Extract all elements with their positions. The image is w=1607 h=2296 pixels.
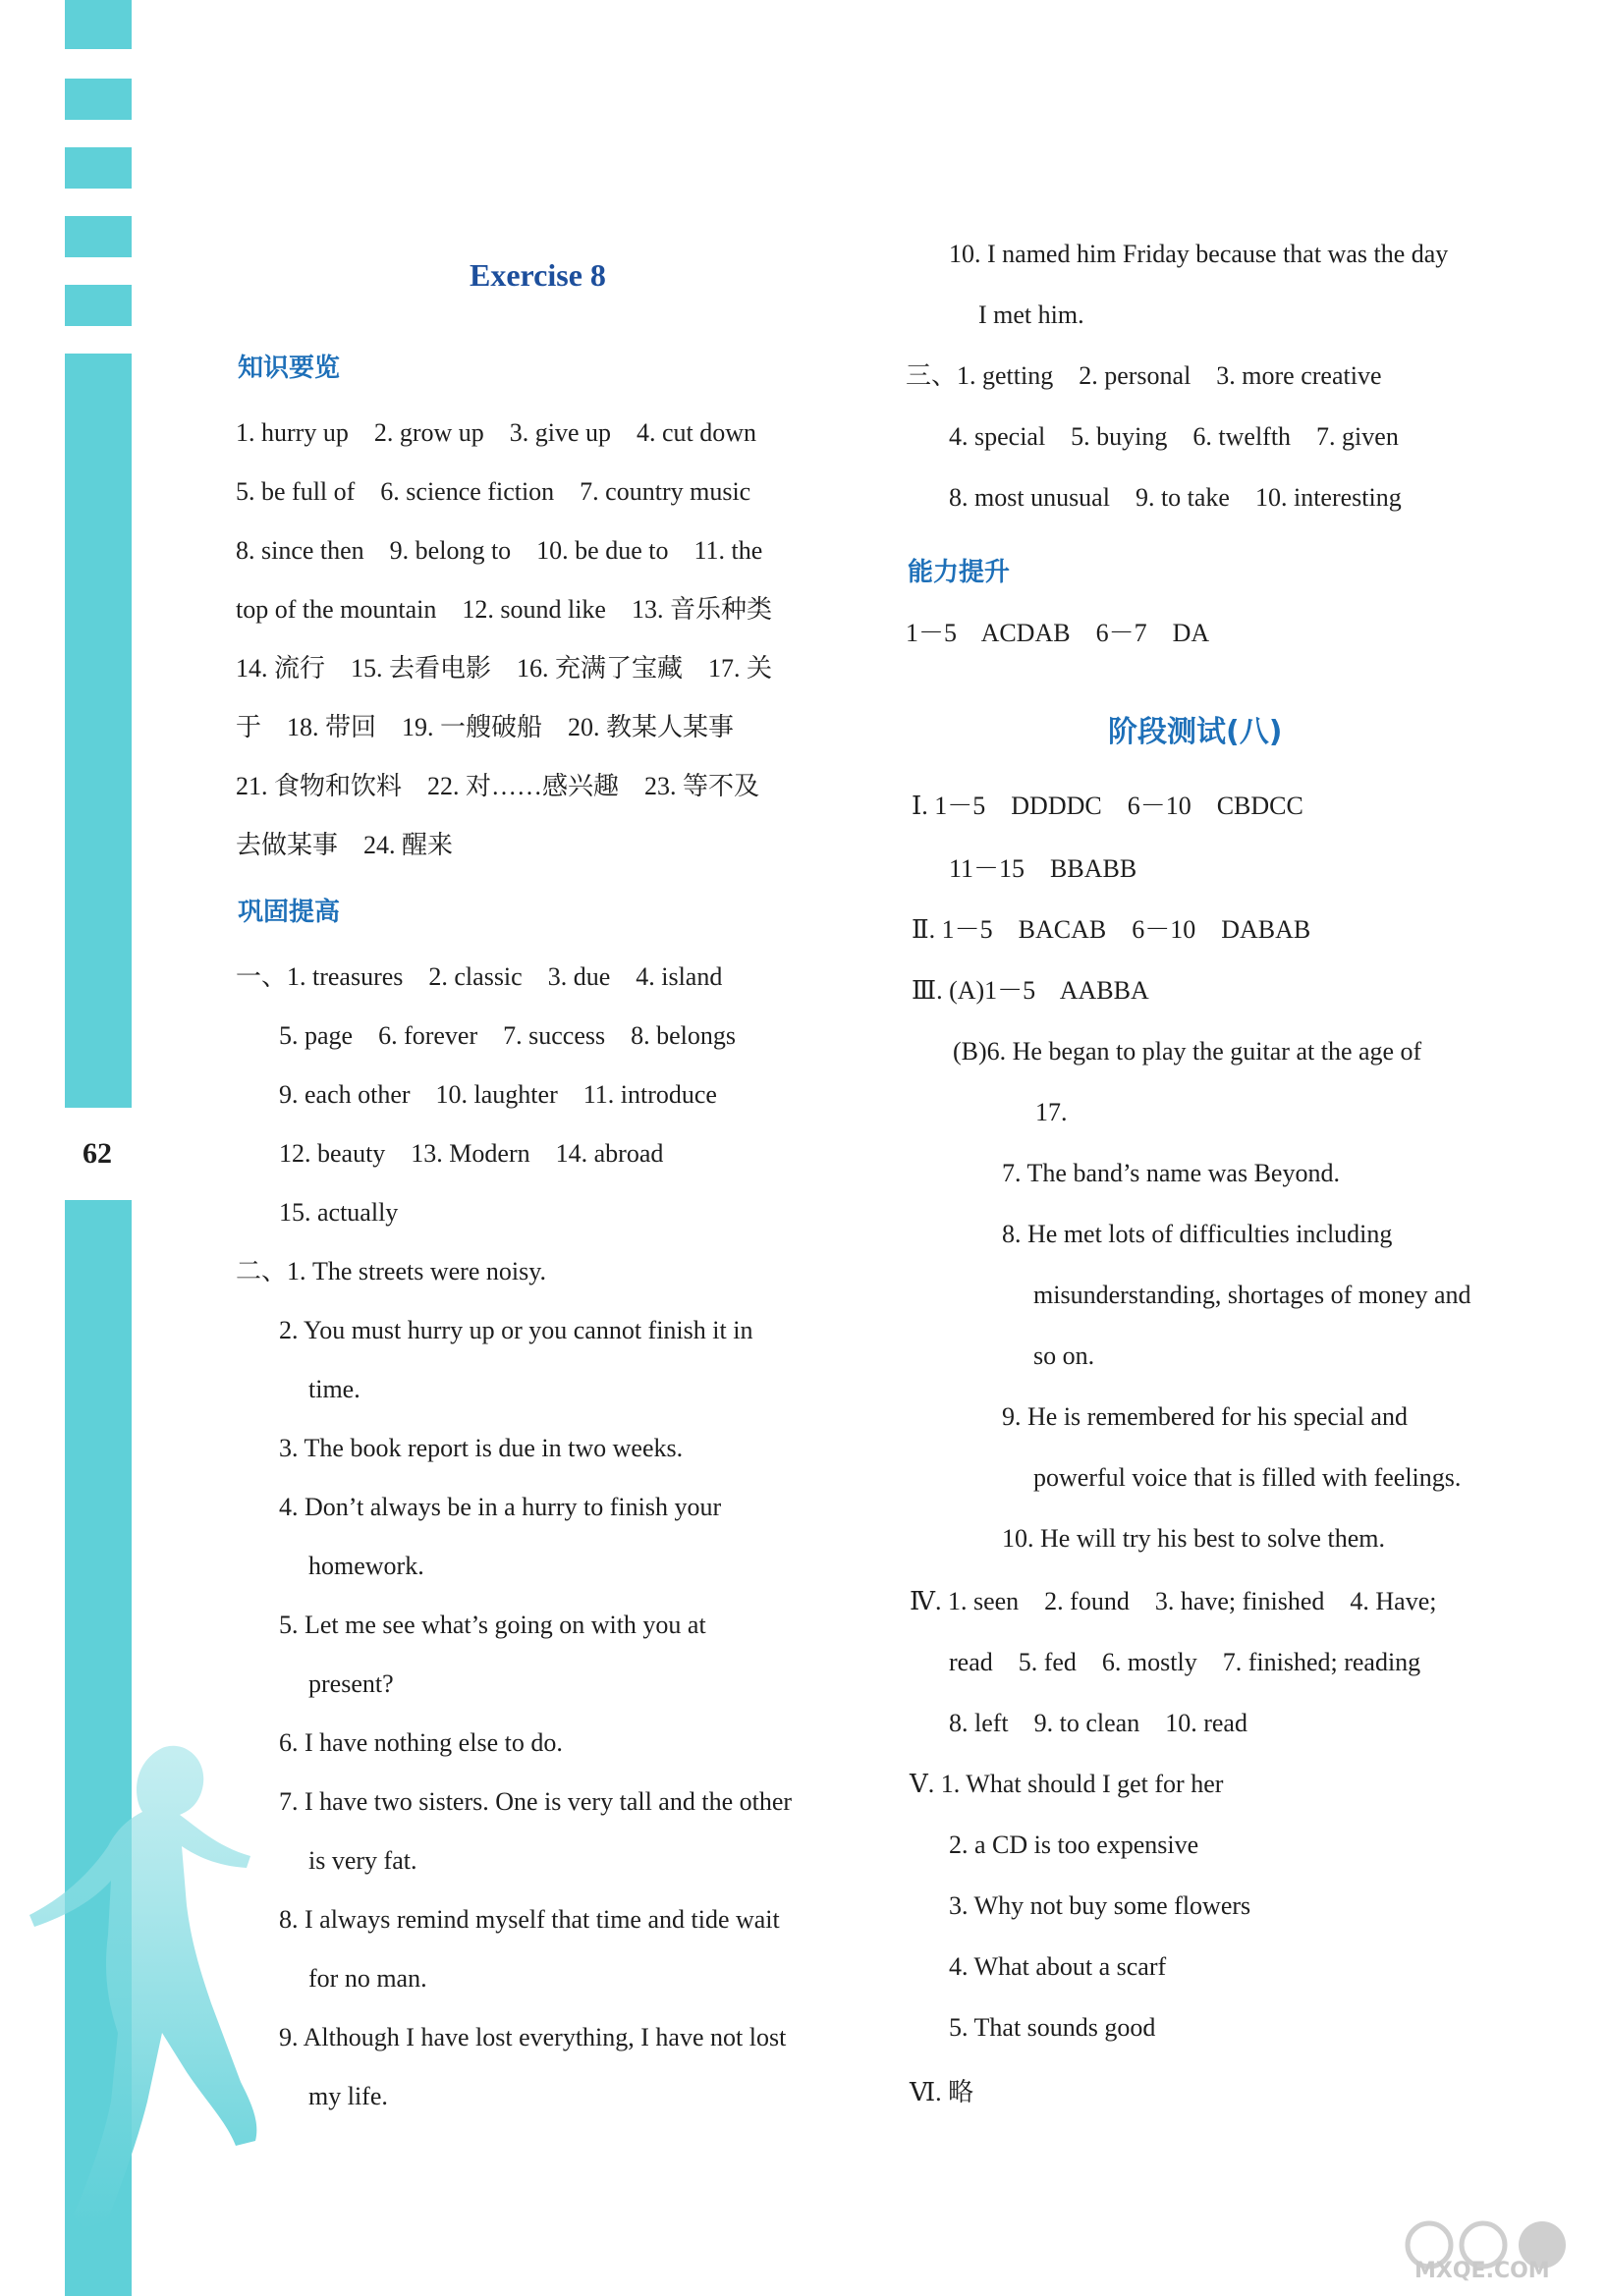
answer-line: 17. [1035, 1098, 1068, 1126]
section-heading-ability: 能力提升 [908, 558, 1011, 587]
answer-line: 9. each other 10. laughter 11. introduce [279, 1080, 717, 1109]
answer-line: 8. I always remind myself that time and tide wait [279, 1905, 780, 1934]
answer-line: present? [308, 1669, 394, 1698]
knowledge-line: 5. be full of 6. science fiction 7. country music [236, 477, 751, 506]
answer-line: time. [308, 1375, 360, 1403]
answer-line: 12. beauty 13. Modern 14. abroad [279, 1139, 664, 1168]
answer-line: 2. You must hurry up or you cannot finish it in [279, 1316, 753, 1344]
watermark-text: MXQE.COM [1414, 2259, 1550, 2283]
answer-line: 8. left 9. to clean 10. read [949, 1709, 1247, 1737]
page-number: 62 [83, 1137, 112, 1170]
answer-line: 三、1. getting 2. personal 3. more creative [906, 361, 1382, 390]
knowledge-line: 8. since then 9. belong to 10. be due to 11. the [236, 536, 763, 565]
answer-line: 1－5 ACDAB 6－7 DA [906, 619, 1210, 647]
answer-line: 8. He met lots of difficulties including [1002, 1220, 1393, 1248]
answer-line: 7. I have two sisters. One is very tall and the other [279, 1787, 793, 1816]
answer-line: homework. [308, 1552, 424, 1580]
answer-line: 二、1. The streets were noisy. [236, 1257, 547, 1285]
sidebar-stripe-3 [65, 147, 132, 189]
sidebar-stripe-4 [65, 216, 132, 257]
answer-line: Ⅴ. 1. What should I get for her [910, 1770, 1224, 1798]
answer-line: so on. [1033, 1341, 1095, 1370]
answer-line: for no man. [308, 1964, 427, 1993]
answer-line: Ⅲ. (A)1－5 AABBA [912, 976, 1149, 1005]
sidebar-stripe-5 [65, 285, 132, 326]
answer-line: is very fat. [308, 1846, 417, 1875]
answer-line: 2. a CD is too expensive [949, 1831, 1199, 1859]
knowledge-line: 去做某事 24. 醒来 [236, 831, 454, 859]
answer-line: (B)6. He began to play the guitar at the age of [953, 1037, 1422, 1066]
answer-line: 9. Although I have lost everything, I have not lost [279, 2023, 787, 2051]
answer-line: 4. What about a scarf [949, 1952, 1167, 1981]
answer-line: 5. Let me see what’s going on with you at [279, 1611, 706, 1639]
answer-line: 9. He is remembered for his special and [1002, 1402, 1408, 1431]
answer-line: 11－15 BBABB [949, 854, 1137, 883]
running-child-silhouette [15, 1709, 270, 2259]
stage-test-title: 阶段测试(八) [1108, 715, 1283, 749]
answer-line: my life. [308, 2082, 388, 2110]
answer-line: misunderstanding, shortages of money and [1033, 1281, 1471, 1309]
answer-line: 一、1. treasures 2. classic 3. due 4. island [236, 962, 723, 991]
knowledge-line: 1. hurry up 2. grow up 3. give up 4. cut down [236, 418, 757, 447]
sidebar-bar-upper [65, 354, 132, 1108]
answer-line: 5. That sounds good [949, 2013, 1156, 2042]
answer-line: I met him. [978, 301, 1084, 329]
answer-line: 15. actually [279, 1198, 399, 1227]
answer-line: 7. The band’s name was Beyond. [1002, 1159, 1340, 1187]
answer-line: Ⅳ. 1. seen 2. found 3. have; finished 4. Have; [910, 1587, 1437, 1615]
answer-line: read 5. fed 6. mostly 7. finished; reading [949, 1648, 1421, 1676]
answer-line: 4. special 5. buying 6. twelfth 7. given [949, 422, 1399, 451]
answer-line: 6. I have nothing else to do. [279, 1728, 563, 1757]
answer-line: 10. I named him Friday because that was the day [949, 240, 1449, 268]
knowledge-line: 于 18. 带回 19. 一艘破船 20. 教某人某事 [236, 713, 735, 741]
answer-line: Ⅵ. 略 [910, 2078, 974, 2106]
knowledge-line: 14. 流行 15. 去看电影 16. 充满了宝藏 17. 关 [236, 654, 773, 683]
section-heading-knowledge: 知识要览 [238, 354, 341, 383]
answer-line: Ⅱ. 1－5 BACAB 6－10 DABAB [912, 915, 1311, 944]
section-heading-consolidate: 巩固提高 [238, 898, 341, 927]
sidebar-stripe-2 [65, 79, 132, 120]
answer-line: 3. Why not buy some flowers [949, 1891, 1251, 1920]
sidebar-stripe-1 [65, 0, 132, 49]
knowledge-line: 21. 食物和饮料 22. 对……感兴趣 23. 等不及 [236, 772, 760, 800]
answer-line: 8. most unusual 9. to take 10. interesting [949, 483, 1402, 512]
answer-line: 3. The book report is due in two weeks. [279, 1434, 684, 1462]
answer-line: 10. He will try his best to solve them. [1002, 1524, 1385, 1553]
exercise-title: Exercise 8 [470, 257, 606, 293]
answer-line: 4. Don’t always be in a hurry to finish your [279, 1493, 722, 1521]
answer-line: Ⅰ. 1－5 DDDDC 6－10 CBDCC [912, 792, 1303, 820]
knowledge-line: top of the mountain 12. sound like 13. 音乐种类 [236, 595, 772, 624]
answer-line: powerful voice that is filled with feelings. [1033, 1463, 1462, 1492]
answer-line: 5. page 6. forever 7. success 8. belongs [279, 1021, 736, 1050]
